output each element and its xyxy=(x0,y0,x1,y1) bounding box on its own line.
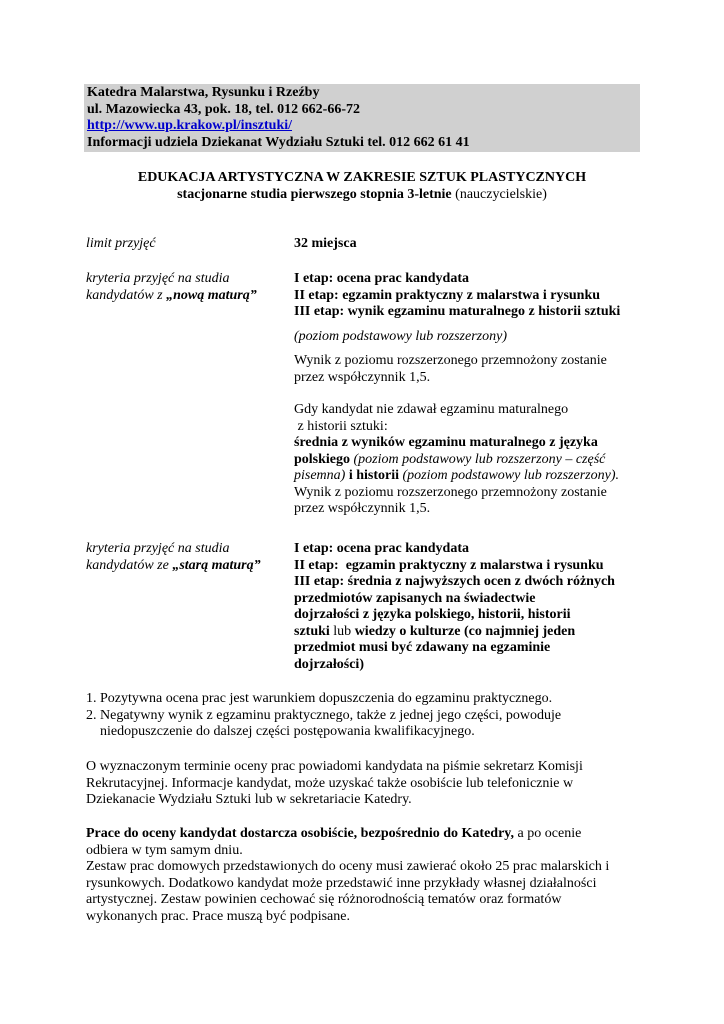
note-2: 2. Negatywny wynik z egzaminu praktycznego, także z jednej jego części, powoduje niedopuszczenie do dalszej części postępowania kwalifikacyjnego. xyxy=(86,707,562,739)
contact-header xyxy=(84,84,640,152)
works-submission: Prace do oceny kandydat dostarcza osobiście, bezpośrednio do Katedry, a po ocenie odbiera w tym samym dniu. xyxy=(86,826,582,858)
notes-list xyxy=(86,691,646,741)
new-matura-label: kryteria przyjęć na studia kandydatów z „nową maturą” xyxy=(86,271,257,303)
alternative-criteria: Gdy kandydat nie zdawał egzaminu maturalnego z historii sztuki: średnia z wyników egzaminu maturalnego z języka polskiego (poziom podstawowy lub rozszerzony – część pisemna) i historii (poziom podstawowy lub rozszerzony). Wynik z poziomu rozszerzonego przemnożony zostanie przez współczynnik 1,5. xyxy=(294,402,619,516)
program-name: EDUKACJA ARTYSTYCZNA W ZAKRESIE SZTUK PLASTYCZNYCH xyxy=(137,170,587,185)
info-paragraph: O wyznaczonym terminie oceny prac powiadomi kandydata na piśmie sekretarz Komisji Rekrutacyjnej. Informacje kandydat, może uzyskać także osobiście lub telefonicznie w Dziekanacie Wydziału Sztuki lub w sekretariacie Katedry. xyxy=(86,759,583,807)
stage-2: II etap: egzamin praktyczny z malarstwa i rysunku xyxy=(294,557,604,573)
level-note: (poziom podstawowy lub rozszerzony) xyxy=(294,328,507,344)
old-matura-criteria xyxy=(294,541,644,673)
stage-1: I etap: ocena prac kandydata xyxy=(294,271,470,286)
stage-3: III etap: średnia z najwyższych ocen z dwóch różnych przedmiotów zapisanych na świadectwie dojrzałości z języka polskiego, historii, historii sztuki lub wiedzy o kulturze (co najmniej jeden przedmiot musi być zdawany na egzaminie dojrzałości) xyxy=(294,574,615,672)
stage-1: I etap: ocena prac kandydata xyxy=(294,541,470,556)
limit-label: limit przyjęć xyxy=(86,236,156,251)
dean-office-info: Informacji udziela Dziekanat Wydziału Sztuki tel. 012 662 61 41 xyxy=(87,134,470,150)
stage-2: II etap: egzamin praktyczny z malarstwa i rysunku xyxy=(294,287,601,303)
address-line: ul. Mazowiecka 43, pok. 18, tel. 012 662-66-72 xyxy=(87,101,360,117)
website-link[interactable]: http://www.up.krakow.pl/insztuki/ xyxy=(87,118,293,133)
stage-3: III etap: wynik egzaminu maturalnego z historii sztuki xyxy=(294,304,621,319)
note-1: 1. Pozytywna ocena prac jest warunkiem dopuszczenia do egzaminu praktycznego. xyxy=(86,691,553,706)
program-title xyxy=(84,170,640,203)
new-matura-criteria xyxy=(294,271,644,518)
limit-value: 32 miejsca xyxy=(294,236,357,251)
department-name: Katedra Malarstwa, Rysunku i Rzeźby xyxy=(87,85,320,100)
old-matura-label: kryteria przyjęć na studia kandydatów ze „starą maturą” xyxy=(86,541,261,573)
program-subtitle: stacjonarne studia pierwszego stopnia 3-letnie (nauczycielskie) xyxy=(177,186,547,202)
works-requirements: Zestaw prac domowych przedstawionych do oceny musi zawierać około 25 prac malarskich i rysunkowych. Dodatkowo kandydat może przedstawić inne przykłady własnej działalności artystycznej. Zestaw powinien cechować się różnorodnością tematów oraz formatów wykonanych prac. Prace muszą być podpisane. xyxy=(86,859,610,924)
multiplier-note: Wynik z poziomu rozszerzonego przemnożony zostanie przez współczynnik 1,5. xyxy=(294,353,607,385)
